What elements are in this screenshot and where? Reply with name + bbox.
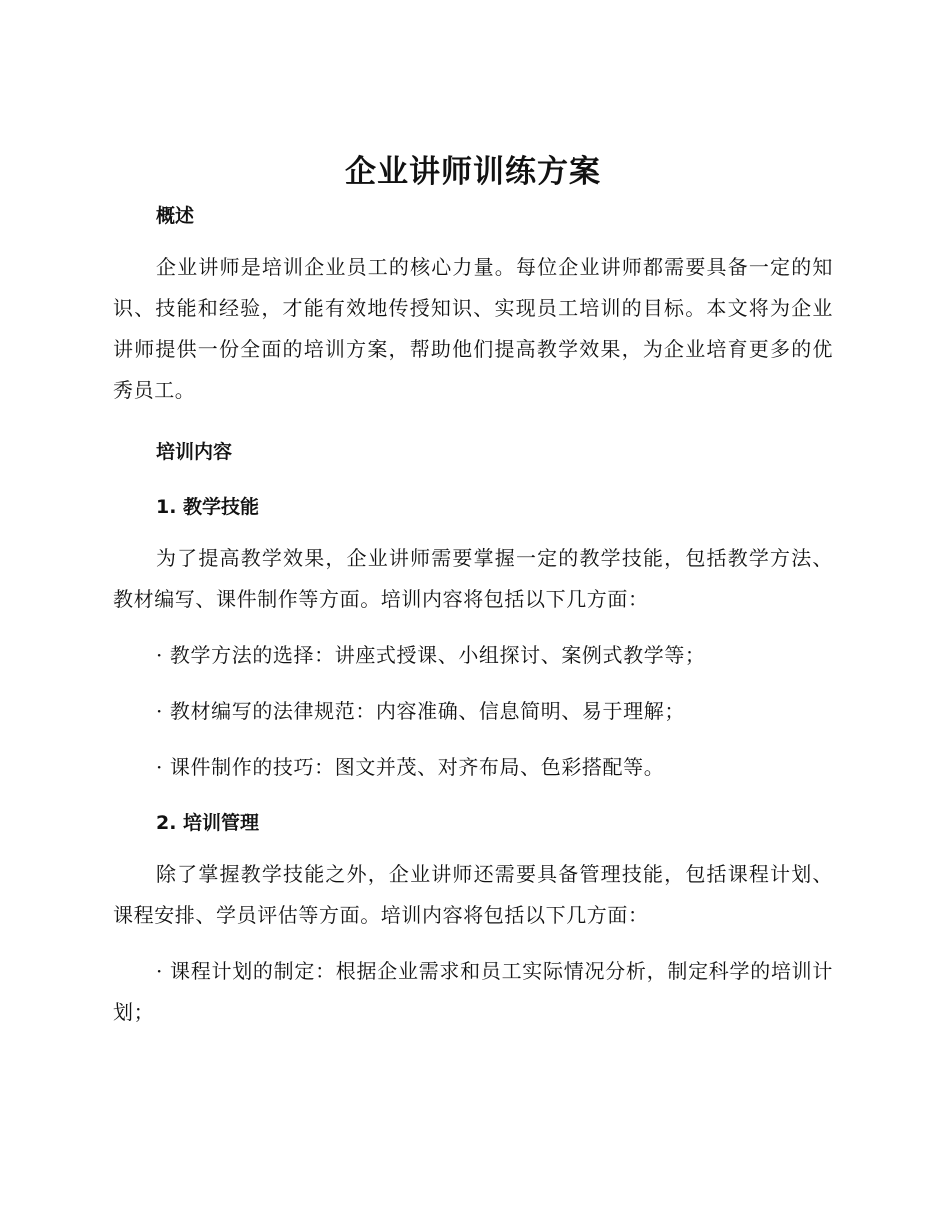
bullet-item-course-planning: · 课程计划的制定：根据企业需求和员工实际情况分析，制定科学的培训计划；: [113, 959, 833, 1024]
bullet-item-courseware-making: · 课件制作的技巧：图文并茂、对齐布局、色彩搭配等。: [156, 755, 665, 779]
subheading-teaching-skills: 1. 教学技能: [156, 496, 260, 518]
teaching-skills-paragraph: 为了提高教学效果，企业讲师需要掌握一定的教学技能，包括教学方法、教材编写、课件制作等方面。培训内容将包括以下几方面：: [113, 546, 833, 611]
bullet-item-teaching-methods: · 教学方法的选择：讲座式授课、小组探讨、案例式教学等；: [156, 643, 706, 667]
training-management-paragraph: 除了掌握教学技能之外，企业讲师还需要具备管理技能，包括课程计划、课程安排、学员评估等方面。培训内容将包括以下几方面：: [113, 862, 833, 927]
subheading-training-management: 2. 培训管理: [156, 812, 260, 834]
section-heading-overview: 概述: [156, 205, 195, 227]
section-heading-training-content: 培训内容: [156, 441, 233, 463]
document-page: [113, 150, 833, 1033]
overview-paragraph: 企业讲师是培训企业员工的核心力量。每位企业讲师都需要具备一定的知识、技能和经验，才能有效地传授知识、实现员工培训的目标。本文将为企业讲师提供一份全面的培训方案，帮助他们提高教学效果，为企业培育更多的优秀员工。: [113, 255, 833, 402]
bullet-item-textbook-writing: · 教材编写的法律规范：内容准确、信息简明、易于理解；: [156, 699, 685, 723]
document-title: 企业讲师训练方案: [345, 154, 601, 190]
